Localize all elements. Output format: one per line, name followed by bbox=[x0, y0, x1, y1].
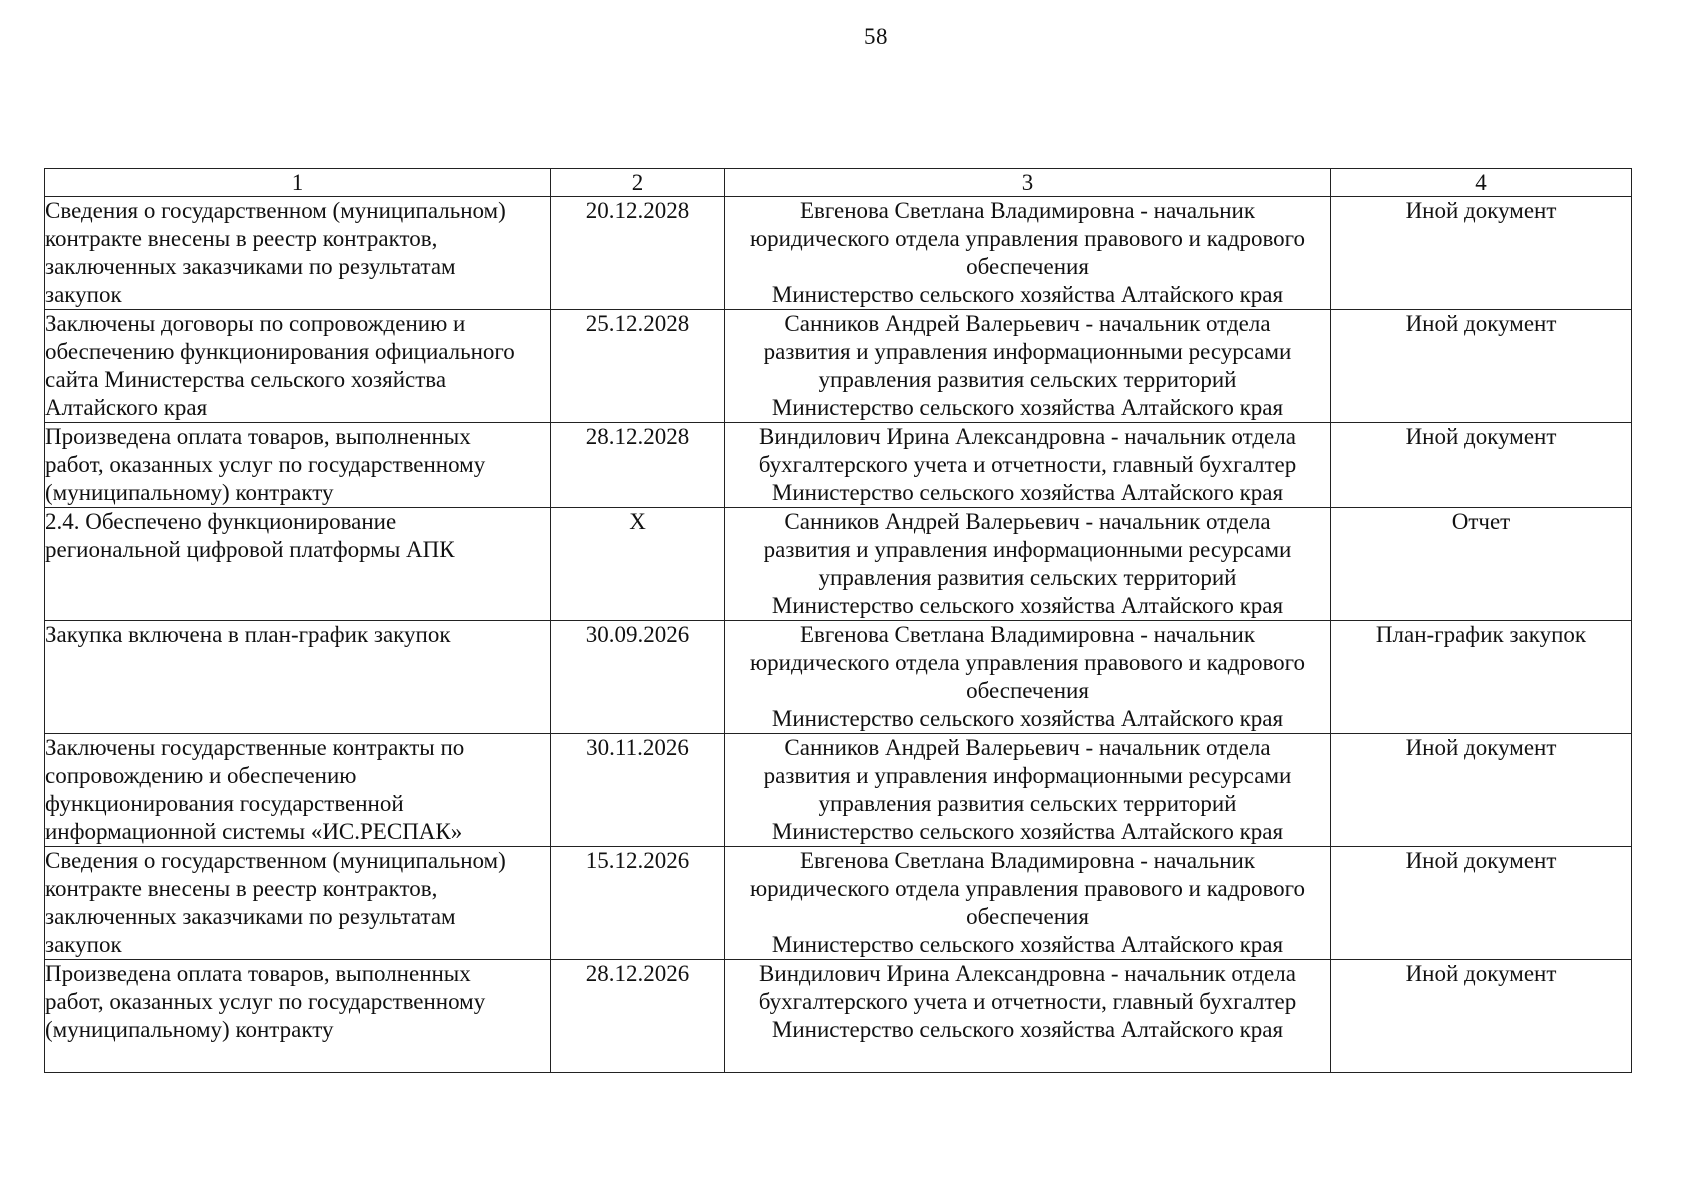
document-type: Иной документ bbox=[1405, 198, 1557, 223]
event-text-line: заключенных заказчиками по результатам bbox=[45, 254, 456, 279]
responsible-cell bbox=[725, 847, 1331, 960]
document-type: Иной документ bbox=[1405, 735, 1557, 760]
responsible-text-line: Санников Андрей Валерьевич - начальник отдела bbox=[784, 311, 1271, 336]
column-header: 1 bbox=[45, 169, 551, 197]
responsible-text-line: бухгалтерского учета и отчетности, главный бухгалтер bbox=[758, 989, 1297, 1014]
plan-table bbox=[44, 168, 1632, 1073]
event-cell bbox=[45, 734, 551, 847]
event-text-line: (муниципальному) контракту bbox=[45, 1017, 334, 1042]
responsible-cell bbox=[725, 960, 1331, 1073]
responsible-text-line: развития и управления информационными ресурсами bbox=[763, 339, 1292, 364]
responsible-text-line: Евгенова Светлана Владимировна - начальник bbox=[799, 848, 1256, 873]
table-row bbox=[45, 847, 1632, 960]
event-text-line: сайта Министерства сельского хозяйства bbox=[45, 367, 447, 392]
column-header: 3 bbox=[725, 169, 1331, 197]
responsible-text-line: Министерство сельского хозяйства Алтайского края bbox=[771, 395, 1284, 420]
deadline-date: 30.09.2026 bbox=[585, 622, 690, 647]
table-row bbox=[45, 310, 1632, 423]
event-text-line: работ, оказанных услуг по государственному bbox=[45, 989, 486, 1014]
document-type-cell bbox=[1331, 508, 1632, 621]
document-type-cell bbox=[1331, 197, 1632, 310]
column-header: 2 bbox=[551, 169, 725, 197]
responsible-cell bbox=[725, 508, 1331, 621]
table-row bbox=[45, 960, 1632, 1073]
event-text-line: Алтайского края bbox=[45, 395, 208, 420]
date-cell bbox=[551, 423, 725, 508]
responsible-cell bbox=[725, 621, 1331, 734]
responsible-text-line: Министерство сельского хозяйства Алтайского края bbox=[771, 480, 1284, 505]
date-cell bbox=[551, 621, 725, 734]
responsible-text-line: Министерство сельского хозяйства Алтайского края bbox=[771, 1017, 1284, 1042]
responsible-text-line: управления развития сельских территорий bbox=[818, 565, 1237, 590]
responsible-text-line: Министерство сельского хозяйства Алтайского края bbox=[771, 706, 1284, 731]
event-text-line: Сведения о государственном (муниципальном) bbox=[45, 848, 506, 873]
event-text-line: обеспечению функционирования официального bbox=[45, 339, 515, 364]
responsible-text-line: обеспечения bbox=[966, 254, 1089, 279]
responsible-text-line: управления развития сельских территорий bbox=[818, 367, 1237, 392]
deadline-date: X bbox=[629, 509, 646, 534]
responsible-text-line: Санников Андрей Валерьевич - начальник отдела bbox=[784, 509, 1271, 534]
table-row bbox=[45, 197, 1632, 310]
deadline-date: 28.12.2028 bbox=[585, 424, 690, 449]
event-text-line: функционирования государственной bbox=[45, 791, 404, 816]
deadline-date: 20.12.2028 bbox=[585, 198, 690, 223]
event-text-line: закупок bbox=[45, 282, 122, 307]
event-text-line: региональной цифровой платформы АПК bbox=[45, 537, 455, 562]
event-text-line: контракте внесены в реестр контрактов, bbox=[45, 226, 438, 251]
document-type: Иной документ bbox=[1405, 848, 1557, 873]
responsible-text-line: Министерство сельского хозяйства Алтайского края bbox=[771, 819, 1284, 844]
responsible-text-line: Министерство сельского хозяйства Алтайского края bbox=[771, 932, 1284, 957]
document-type: Отчет bbox=[1451, 509, 1511, 534]
responsible-text-line: Виндилович Ирина Александровна - начальник отдела bbox=[759, 961, 1296, 986]
responsible-text-line: развития и управления информационными ресурсами bbox=[763, 763, 1292, 788]
event-text-line: Произведена оплата товаров, выполненных bbox=[45, 961, 471, 986]
event-text-line: 2.4. Обеспечено функционирование bbox=[45, 509, 397, 534]
responsible-text-line: юридического отдела управления правового и кадрового bbox=[749, 226, 1306, 251]
responsible-text-line: управления развития сельских территорий bbox=[818, 791, 1237, 816]
document-type-cell bbox=[1331, 734, 1632, 847]
responsible-text-line: Санников Андрей Валерьевич - начальник отдела bbox=[784, 735, 1271, 760]
event-text-line: Сведения о государственном (муниципальном) bbox=[45, 198, 506, 223]
document-type-cell bbox=[1331, 621, 1632, 734]
responsible-text-line: юридического отдела управления правового и кадрового bbox=[749, 650, 1306, 675]
date-cell bbox=[551, 197, 725, 310]
responsible-text-line: Министерство сельского хозяйства Алтайского края bbox=[771, 282, 1284, 307]
document-type-cell bbox=[1331, 423, 1632, 508]
event-text-line: Заключены договоры по сопровождению и bbox=[45, 311, 466, 336]
document-type-cell bbox=[1331, 310, 1632, 423]
event-cell bbox=[45, 960, 551, 1073]
responsible-text-line: Евгенова Светлана Владимировна - начальник bbox=[799, 198, 1256, 223]
table-header-row bbox=[45, 169, 1632, 197]
event-cell bbox=[45, 423, 551, 508]
event-text-line: работ, оказанных услуг по государственному bbox=[45, 452, 486, 477]
event-cell bbox=[45, 197, 551, 310]
event-cell bbox=[45, 508, 551, 621]
date-cell bbox=[551, 508, 725, 621]
table-row bbox=[45, 508, 1632, 621]
document-type-cell bbox=[1331, 960, 1632, 1073]
responsible-cell bbox=[725, 197, 1331, 310]
date-cell bbox=[551, 960, 725, 1073]
event-text-line: закупок bbox=[45, 932, 122, 957]
document-type: Иной документ bbox=[1405, 311, 1557, 336]
date-cell bbox=[551, 310, 725, 423]
event-text-line: сопровождению и обеспечению bbox=[45, 763, 357, 788]
responsible-cell bbox=[725, 310, 1331, 423]
responsible-text-line: Виндилович Ирина Александровна - начальник отдела bbox=[759, 424, 1296, 449]
responsible-text-line: бухгалтерского учета и отчетности, главный бухгалтер bbox=[758, 452, 1297, 477]
page-number: 58 bbox=[864, 24, 888, 49]
event-text-line: заключенных заказчиками по результатам bbox=[45, 904, 456, 929]
column-header: 4 bbox=[1331, 169, 1632, 197]
event-text-line: информационной системы «ИС.РЕСПАК» bbox=[45, 819, 463, 844]
event-text-line: контракте внесены в реестр контрактов, bbox=[45, 876, 438, 901]
responsible-cell bbox=[725, 423, 1331, 508]
responsible-text-line: развития и управления информационными ресурсами bbox=[763, 537, 1292, 562]
responsible-cell bbox=[725, 734, 1331, 847]
deadline-date: 28.12.2026 bbox=[585, 961, 690, 986]
deadline-date: 30.11.2026 bbox=[586, 735, 689, 760]
document-type: Иной документ bbox=[1405, 961, 1557, 986]
event-cell bbox=[45, 621, 551, 734]
document-type: План-график закупок bbox=[1375, 622, 1587, 647]
event-text-line: (муниципальному) контракту bbox=[45, 480, 334, 505]
event-cell bbox=[45, 847, 551, 960]
table-row bbox=[45, 423, 1632, 508]
date-cell bbox=[551, 847, 725, 960]
event-cell bbox=[45, 310, 551, 423]
responsible-text-line: Евгенова Светлана Владимировна - начальник bbox=[799, 622, 1256, 647]
document-type-cell bbox=[1331, 847, 1632, 960]
deadline-date: 15.12.2026 bbox=[585, 848, 690, 873]
event-text-line: Заключены государственные контракты по bbox=[45, 735, 465, 760]
table-row bbox=[45, 734, 1632, 847]
responsible-text-line: обеспечения bbox=[966, 904, 1089, 929]
date-cell bbox=[551, 734, 725, 847]
deadline-date: 25.12.2028 bbox=[585, 311, 690, 336]
event-text-line: Закупка включена в план-график закупок bbox=[45, 622, 451, 647]
document-type: Иной документ bbox=[1405, 424, 1557, 449]
responsible-text-line: Министерство сельского хозяйства Алтайского края bbox=[771, 593, 1284, 618]
table-row bbox=[45, 621, 1632, 734]
responsible-text-line: обеспечения bbox=[966, 678, 1089, 703]
event-text-line: Произведена оплата товаров, выполненных bbox=[45, 424, 471, 449]
responsible-text-line: юридического отдела управления правового и кадрового bbox=[749, 876, 1306, 901]
